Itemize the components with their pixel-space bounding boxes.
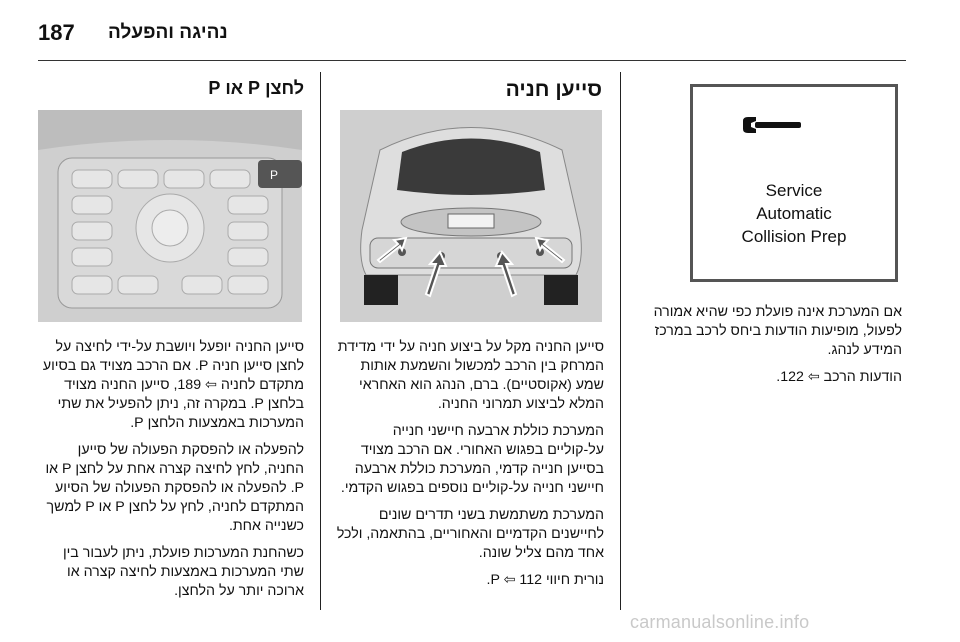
wrench-icon (741, 115, 803, 141)
section-title-p-button: לחצן P או P (208, 78, 304, 98)
paragraph: סייען החניה מקל על ביצוע חניה על ידי מדידת המרחק בין הרכב למכשול והשמעת אותות שמע (אקוסטיים). ברם, הנהג הוא האחראי המלא לביצוע תמרוני החניה. (337, 339, 604, 412)
paragraph: נורית חיווי P ⇦ 112. (486, 572, 604, 588)
header-rule (38, 60, 906, 61)
paragraph: המערכת כוללת ארבעה חיישני חנייה על-קוליים בפגוש האחורי. אם הרכב מצויד בסייען חנייה קדמי, המערכת כוללת ארבעה חיישני חנייה על-קוליים נוספים בפגוש הקדמי. (340, 423, 604, 496)
page-title: נהיגה והפעלה (108, 22, 228, 43)
console-illustration (38, 110, 302, 322)
section-title-parking-assist: סייען חניה (505, 78, 602, 101)
paragraph: סייען החניה יופעל ויושבת על-ידי לחיצה על לחצן סייען חניה P. אם הרכב מצויד גם בסיוע מתקדם לחניה ⇦ 189, סייען החניה מצויד בלחצן P. במקרה זה, ניתן להפעיל את שתי המערכות באמצעות הלחצן P. (42, 339, 304, 431)
display-line-2: Automatic (756, 204, 832, 223)
car-rear-illustration (340, 110, 602, 322)
paragraph: כשהחנת המערכות פועלת, ניתן לעבור בין שתי המערכות באמצעות לחיצה קצרה או ארוכה יותר על הלחצן. (62, 545, 304, 599)
page-header (38, 14, 906, 50)
paragraph: אם המערכת אינה פועלת כפי שהיא אמורה לפעול, מופיעות הודעות ביחס לרכב במרכז המידע לנהג. (653, 304, 902, 358)
display-line-3: Collision Prep (741, 227, 847, 246)
paragraph: הודעות הרכב ⇦ 122. (776, 369, 902, 385)
paragraph: להפעלה או להפסקת הפעולה של סייען החניה, לחץ לחיצה קצרה אחת על לחצן P או P. להפעלה או להפסקת הפעולה של הסיוע המתקדם לחניה, לחץ על לחצן P או P למשך כשנייה אחת. (45, 442, 304, 534)
center-console-photo (38, 110, 302, 322)
paragraph: המערכת משתמשת בשני תדרים שונים לחיישנים הקדמיים והאחוריים, בהתאמה, ולכל אחד מהם צליל שונה. (336, 507, 604, 561)
svg-text:P: P (270, 168, 279, 182)
car-rear-photo (340, 110, 602, 322)
middle-column-text (336, 338, 604, 598)
display-line-1: Service (765, 181, 823, 200)
watermark: carmanualsonline.info (630, 612, 810, 632)
column-divider-right (620, 72, 621, 610)
right-column-text (634, 303, 902, 395)
left-column-text (36, 338, 304, 609)
service-message-display (690, 84, 898, 282)
column-divider-left (320, 72, 321, 610)
page-number: 187 (38, 20, 75, 45)
